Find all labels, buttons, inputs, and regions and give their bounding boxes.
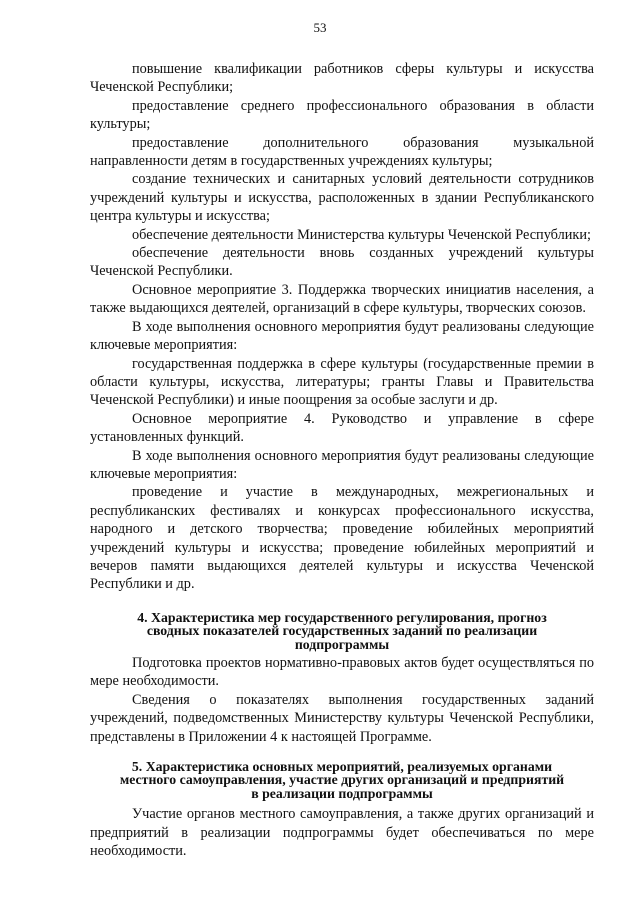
- paragraph: Основное мероприятие 3. Поддержка творческих инициатив населения, а также выдающихся деятелей, организаций в сфере культуры, творческих союзов.: [90, 281, 594, 317]
- paragraph: предоставление дополнительного образования музыкальной направленности детям в государственных учреждениях культуры;: [90, 134, 594, 170]
- section-5-heading-line: в реализации подпрограммы: [251, 785, 433, 801]
- section-5-heading: [90, 760, 594, 800]
- section-5-heading-line: 5. Характеристика основных мероприятий, реализуемых органами: [131, 759, 553, 775]
- paragraph: предоставление среднего профессионального образования в области культуры;: [90, 97, 594, 133]
- section-5-heading-line: местного самоуправления, участие других организаций и предприятий: [119, 772, 565, 788]
- section-4-heading-line: подпрограммы: [294, 636, 390, 652]
- paragraph: В ходе выполнения основного мероприятия будут реализованы следующие ключевые мероприятия:: [90, 318, 594, 354]
- paragraph: повышение квалификации работников сферы культуры и искусства Чеченской Республики;: [90, 61, 594, 96]
- paragraph: государственная поддержка в сфере культуры (государственные премии в области культуры, искусства, литературы; гранты Главы и Правительства Чеченской Республики) и иные поощрения за особые заслуги и др.: [90, 355, 594, 409]
- paragraph: создание технических и санитарных условий деятельности сотрудников учреждений культуры и искусства, расположенных в здании Республиканского центра культуры и искусства;: [90, 171, 594, 225]
- paragraph: Основное мероприятие 4. Руководство и управление в сфере установленных функций.: [90, 410, 594, 446]
- section-4-heading-line: 4. Характеристика мер государственного регулирования, прогноз: [137, 609, 547, 625]
- section-4-heading-line: сводных показателей государственных заданий по реализации: [146, 623, 538, 639]
- paragraph: В ходе выполнения основного мероприятия будут реализованы следующие ключевые мероприятия:: [90, 447, 594, 482]
- page-content: [90, 60, 594, 860]
- paragraph: обеспечение деятельности вновь созданных учреждений культуры Чеченской Республики.: [90, 245, 594, 280]
- section-4-heading: [90, 611, 594, 651]
- paragraph: обеспечение деятельности Министерства культуры Чеченской Республики;: [132, 226, 591, 243]
- paragraph: Сведения о показателях выполнения государственных заданий учреждений, подведомственных Министерству культуры Чеченской Республики, представлены в Приложении 4 к настоящей Программе.: [90, 691, 594, 745]
- page-number: 53: [313, 20, 327, 35]
- paragraph: проведение и участие в международных, межрегиональных и республиканских фестивалях и конкурсах профессионального искусства, народного и детского творчества; проведение юбилейных мероприятий учреждений культуры и искусства; проведение юбилейных мероприятий и вечеров памяти выдающихся деятелей культуры и искусства Чеченской Республики и др.: [90, 484, 594, 593]
- paragraph: Подготовка проектов нормативно-правовых актов будет осуществляться по мере необходимости.: [90, 655, 594, 690]
- paragraph: Участие органов местного самоуправления, а также других организаций и предприятий в реализации подпрограммы будет обеспечиваться по мере необходимости.: [90, 806, 594, 860]
